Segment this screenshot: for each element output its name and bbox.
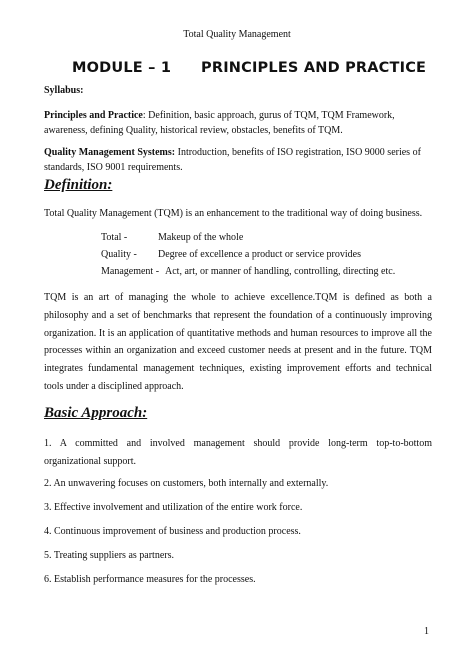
approach-item: 3. Effective involvement and utilization of the entire work force. (44, 502, 303, 513)
approach-item: 4. Continuous improvement of business and production process. (44, 526, 301, 537)
module-title: PRINCIPLES AND PRACTICE (201, 60, 427, 76)
term-description: Makeup of the whole (158, 232, 244, 243)
page-number: 1 (424, 626, 429, 637)
qms-label: Quality Management Systems: (44, 147, 176, 158)
principles-label: Principles and Practice (44, 110, 143, 121)
syllabus-principles (44, 109, 432, 138)
syllabus-qms (44, 146, 432, 175)
approach-item: 5. Treating suppliers as partners. (44, 550, 174, 561)
syllabus-heading: Syllabus: (44, 85, 84, 96)
approach-item: 6. Establish performance measures for the processes. (44, 574, 256, 585)
running-header: Total Quality Management (183, 29, 291, 40)
approach-item: 1. A committed and involved management should provide long-term top-to-bottom organizational support. (44, 438, 432, 467)
definition-paragraph: TQM is an art of managing the whole to achieve excellence.TQM is defined as both a philosophy and a set of benchmarks that represent the foundation of a continuously improving organization. It is an application of quantitative methods and human resources to improve all the processes within an organization and exceed customer needs at present and in the future. TQM integrates fundamental management techniques, existing improvement efforts and technical tools under a disciplined approach. (44, 292, 432, 392)
term-label: Total - (101, 232, 128, 243)
definition-intro: Total Quality Management (TQM) is an enhancement to the traditional way of doing business. (44, 208, 423, 219)
module-label: MODULE – 1 (72, 60, 172, 76)
definition-heading: Definition: (44, 177, 113, 193)
basic-approach-heading: Basic Approach: (44, 405, 148, 421)
qms-text: Introduction, benefits of ISO registration, ISO 9000 series of standards, ISO 9001 requirements. (44, 147, 421, 173)
term-description: Degree of excellence a product or service provides (158, 249, 361, 260)
term-label: Quality - (101, 249, 137, 260)
term-description: Act, art, or manner of handling, controlling, directing etc. (165, 266, 396, 277)
principles-text: : Definition, basic approach, gurus of TQM, TQM Framework, awareness, defining Quality, historical review, obstacles, benefits of TQM. (44, 110, 395, 136)
term-label: Management - (101, 266, 160, 277)
module-heading (72, 60, 427, 76)
approach-item: 2. An unwavering focuses on customers, both internally and externally. (44, 478, 329, 489)
